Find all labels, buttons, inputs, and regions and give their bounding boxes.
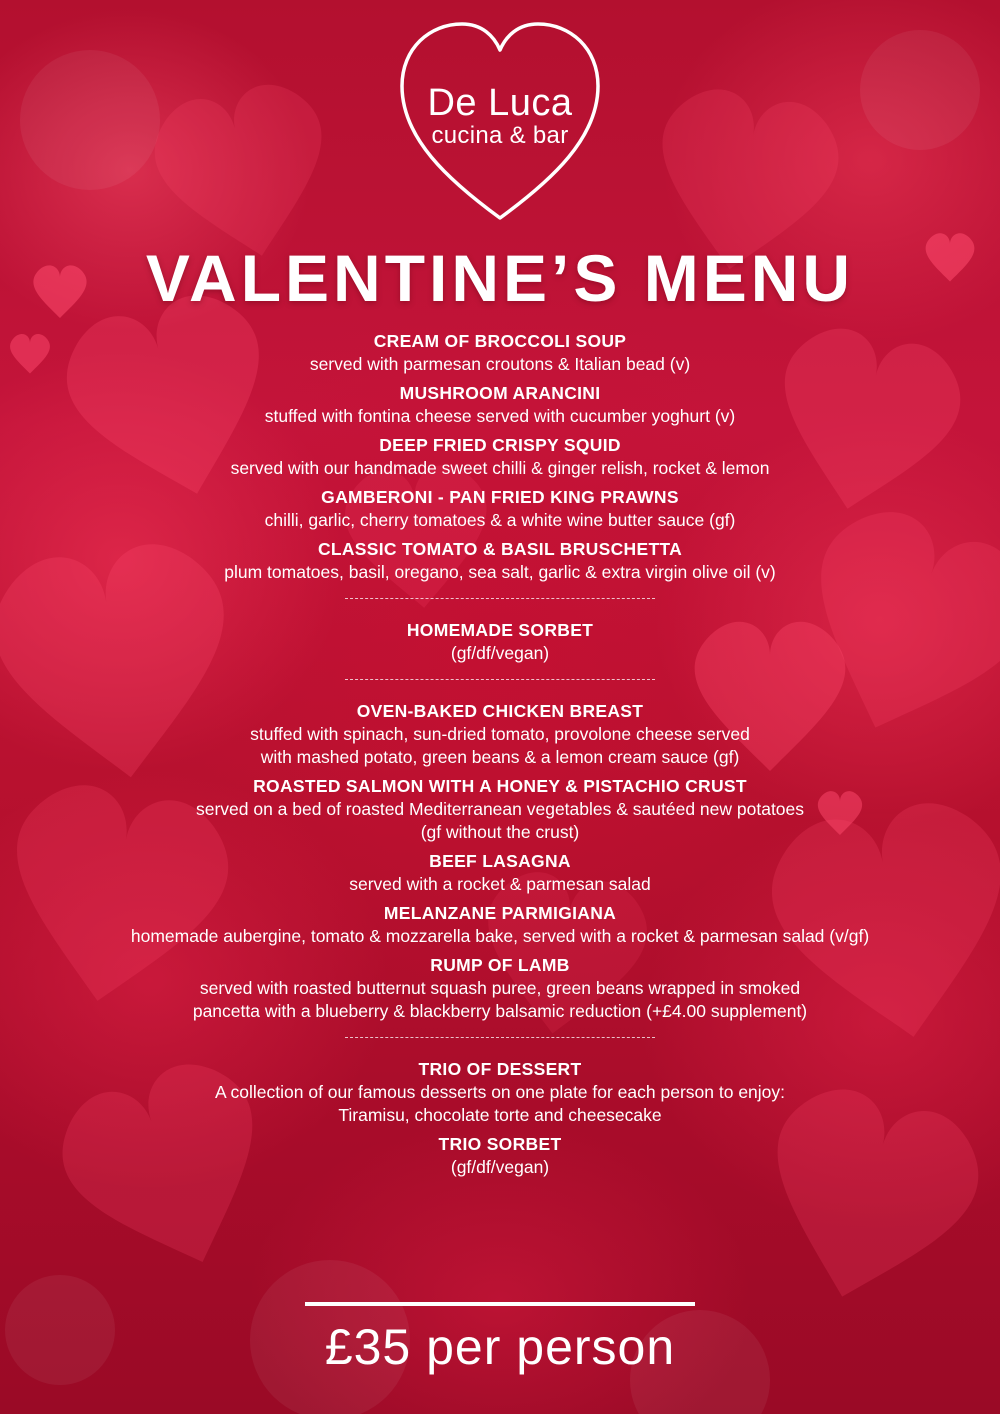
menu-item-name: TRIO SORBET [438,1134,562,1154]
menu-title: VALENTINE’S MENU [145,241,855,315]
logo-subtitle: cucina & bar [431,122,569,149]
menu-item-name: BEEF LASAGNA [429,851,571,871]
menu-item-name: DEEP FRIED CRISPY SQUID [379,435,621,455]
mains-section [0,700,1000,1023]
menu-item [0,775,1000,844]
menu-item-description: with mashed potato, green beans & a lemon cream sauce (gf) [260,747,740,767]
menu-item [0,700,1000,769]
intermediate-section [0,619,1000,665]
menu-item-name: CLASSIC TOMATO & BASIL BRUSCHETTA [317,539,683,559]
menu-item-description: (gf/df/vegan) [450,643,550,663]
menu-item [0,330,1000,376]
menu-item-name: HOMEMADE SORBET [406,620,594,640]
menu-item-description: Tiramisu, chocolate torte and cheesecake [338,1105,662,1125]
logo [388,10,612,230]
section-separator [345,1037,655,1038]
menu-item-description: served with roasted butternut squash puree, green beans wrapped in smoked [199,978,801,998]
menu-item-description: served with a rocket & parmesan salad [349,874,651,894]
menu-item-description: pancetta with a blueberry & blackberry balsamic reduction (+£4.00 supplement) [192,1001,808,1021]
menu-item-description: A collection of our famous desserts on one plate for each person to enjoy: [214,1082,786,1102]
menu-item-name: OVEN-BAKED CHICKEN BREAST [356,701,644,721]
menu-item [0,850,1000,896]
menu-item-name: MELANZANE PARMIGIANA [383,903,617,923]
menu-item-name: GAMBERONI - PAN FRIED KING PRAWNS [321,487,679,507]
menu-item [0,434,1000,480]
menu-item [0,954,1000,1023]
menu-item-description: (gf/df/vegan) [450,1157,550,1177]
menu-item-description: stuffed with fontina cheese served with cucumber yoghurt (v) [264,406,736,426]
menu-item-name: RUMP OF LAMB [430,955,570,975]
menu-item [0,902,1000,948]
menu-item-name: TRIO OF DESSERT [418,1059,582,1079]
price-label: £35 per person [324,1319,676,1375]
menu-item-name: ROASTED SALMON WITH A HONEY & PISTACHIO CRUST [253,776,747,796]
section-separator [345,598,655,599]
menu-item-description: served with our handmade sweet chilli & ginger relish, rocket & lemon [230,458,770,478]
menu-item-description: served on a bed of roasted Mediterranean vegetables & sautéed new potatoes [195,799,805,819]
desserts-section [0,1058,1000,1179]
menu-item-name: CREAM OF BROCCOLI SOUP [373,331,627,351]
menu-item [0,382,1000,428]
starters-section [0,330,1000,584]
price-divider [305,1302,695,1306]
menu-item [0,1133,1000,1179]
menu-item-description: plum tomatoes, basil, oregano, sea salt, garlic & extra virgin olive oil (v) [224,562,776,582]
menu-item-description: chilli, garlic, cherry tomatoes & a white wine butter sauce (gf) [264,510,736,530]
menu-item [0,1058,1000,1127]
menu-item-description: homemade aubergine, tomato & mozzarella bake, served with a rocket & parmesan salad (v/gf) [130,926,870,946]
section-separator [345,679,655,680]
menu-item-name: MUSHROOM ARANCINI [399,383,601,403]
menu-item [0,486,1000,532]
menu-list [0,330,1000,1185]
menu-item-description: served with parmesan croutons & Italian bead (v) [309,354,691,374]
menu-item [0,619,1000,665]
menu-item-description: (gf without the crust) [420,822,580,842]
logo-name: De Luca [427,82,573,124]
menu-item-description: stuffed with spinach, sun-dried tomato, provolone cheese served [250,724,750,744]
menu-item [0,538,1000,584]
